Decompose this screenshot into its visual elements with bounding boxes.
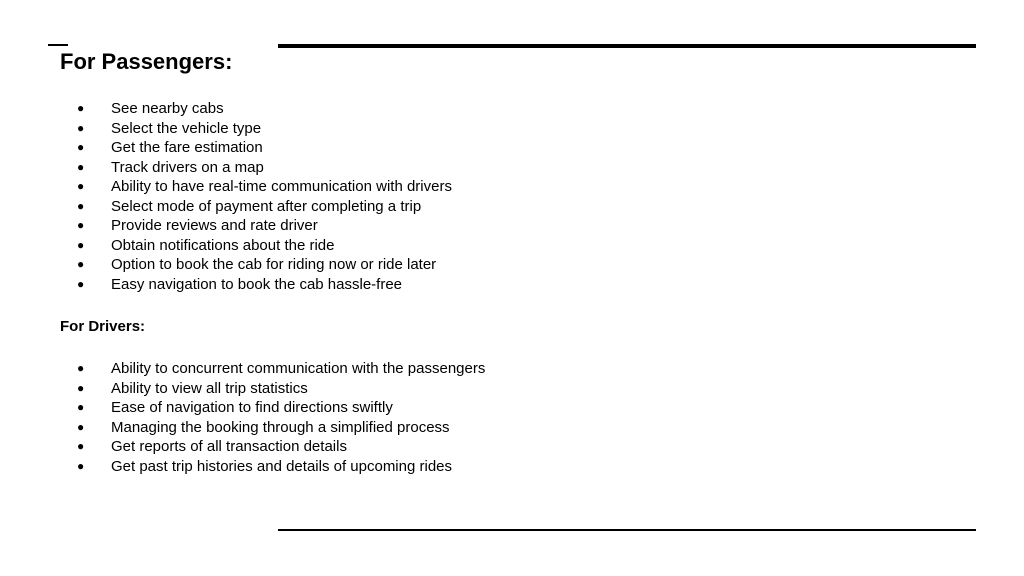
list-item: ● Provide reviews and rate driver — [60, 216, 960, 236]
list-item: ● Obtain notifications about the ride — [60, 236, 960, 256]
list-item: ● Select mode of payment after completing a trip — [60, 197, 960, 217]
list-item: ● Easy navigation to book the cab hassle-free — [60, 275, 960, 295]
slide-content — [60, 48, 960, 476]
list-item: ● Option to book the cab for riding now or ride later — [60, 255, 960, 275]
passengers-heading: For Passengers: — [60, 49, 233, 74]
list-item: ● Track drivers on a map — [60, 158, 960, 178]
drivers-heading: For Drivers: — [60, 318, 146, 335]
drivers-feature-list — [60, 359, 960, 476]
list-item: ● Ability to view all trip statistics — [60, 379, 960, 399]
list-item: ● Select the vehicle type — [60, 119, 960, 139]
decorative-short-rule — [48, 44, 68, 46]
list-item: ● See nearby cabs — [60, 99, 960, 119]
list-item: ● Ease of navigation to find directions swiftly — [60, 398, 960, 418]
list-item: ● Get reports of all transaction details — [60, 437, 960, 457]
passengers-feature-list — [60, 99, 960, 294]
list-item: ● Get the fare estimation — [60, 138, 960, 158]
list-item: ● Ability to concurrent communication with the passengers — [60, 359, 960, 379]
list-item: ● Get past trip histories and details of upcoming rides — [60, 457, 960, 477]
list-item: ● Managing the booking through a simplified process — [60, 418, 960, 438]
bottom-divider — [278, 529, 976, 531]
list-item: ● Ability to have real-time communication with drivers — [60, 177, 960, 197]
